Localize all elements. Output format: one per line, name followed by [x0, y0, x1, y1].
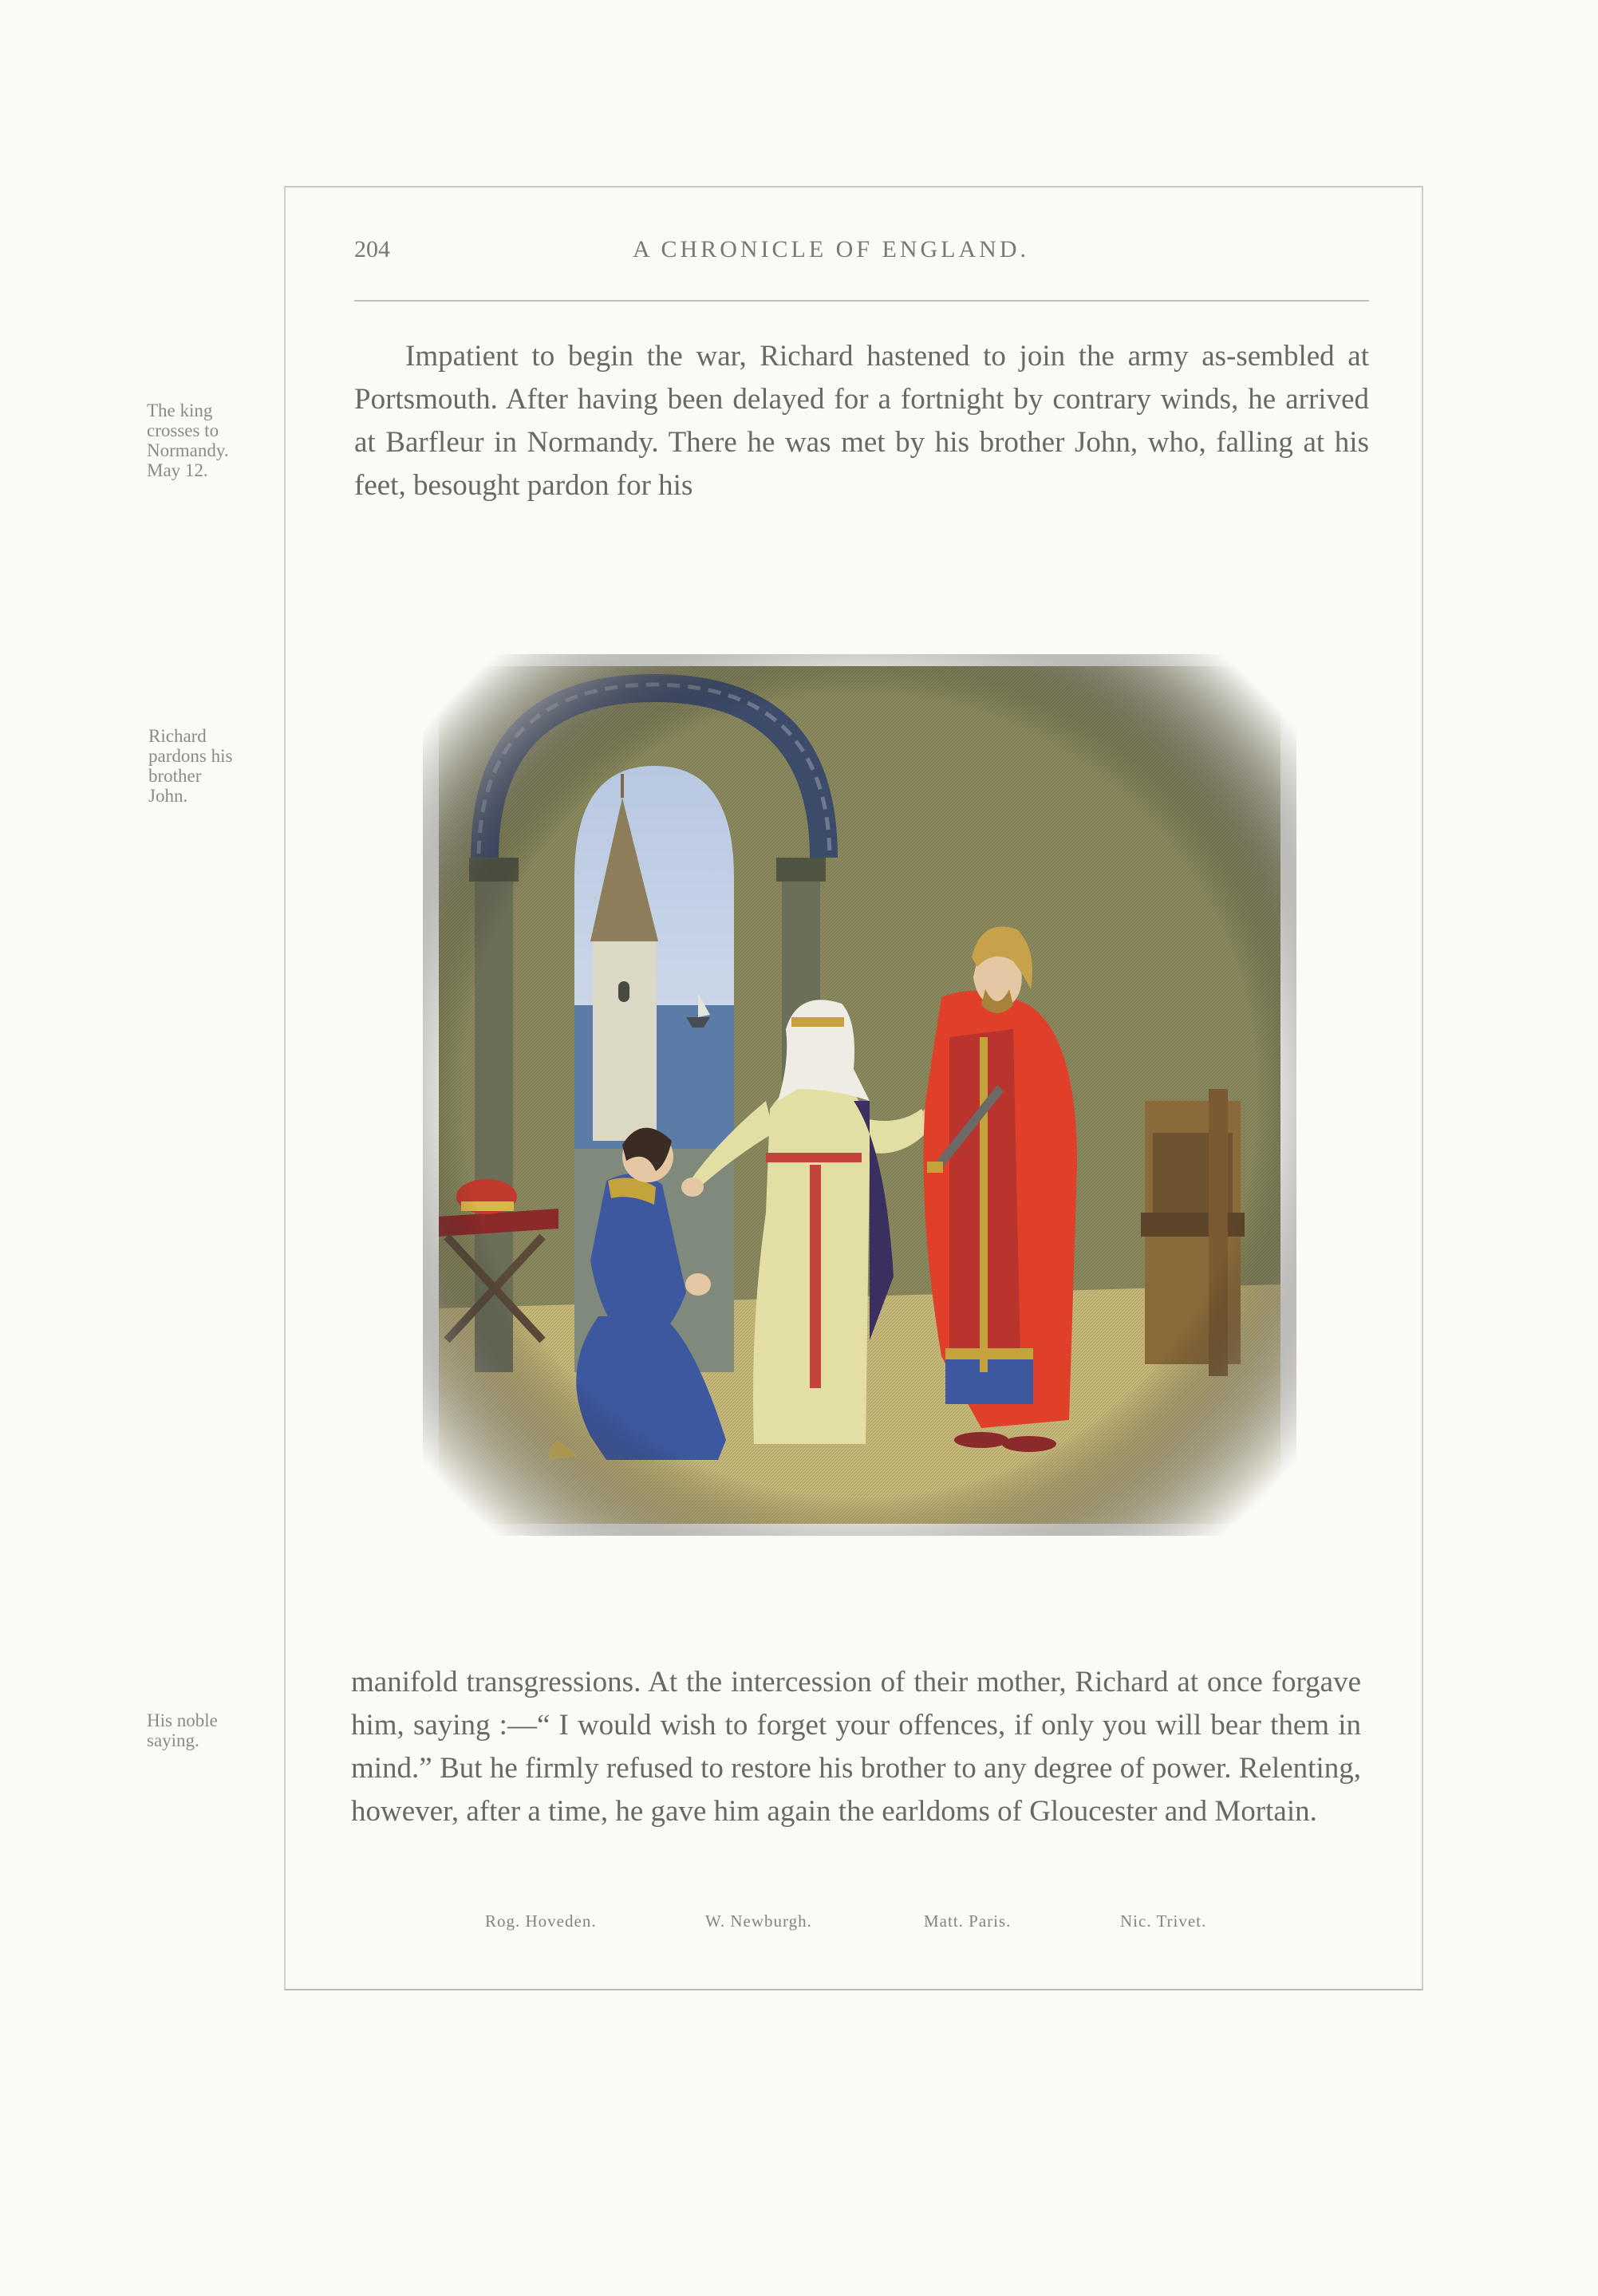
source-citations: [0, 1911, 1598, 1939]
margin-note-line: pardons his: [148, 746, 233, 766]
illustration-richard-pardons-john: [423, 654, 1296, 1536]
body-paragraph-bottom: manifold transgressions. At the intercession of their mother, Richard at once forgave him, saying :—“ I would wish to forget your offences, if only you will bear them in mind.” But he firmly refused to restore his brother to any degree of power. Relenting, however, after a time, he gave him again the earldoms of Gloucester and Mortain.: [351, 1666, 1361, 1828]
body-paragraph-top: [354, 335, 1369, 507]
margin-note-line: brother: [148, 766, 202, 786]
page-number: 204: [354, 236, 390, 262]
margin-note-noble-saying: [147, 1710, 266, 1750]
margin-note-line: The king: [147, 400, 213, 420]
source-citation: W. Newburgh.: [705, 1911, 812, 1931]
margin-note-line: Normandy.: [147, 440, 229, 460]
header-rule: [354, 300, 1369, 302]
margin-note-richard-pardons: [148, 726, 268, 806]
margin-note-line: His noble: [147, 1710, 218, 1730]
running-title: A CHRONICLE OF ENGLAND.: [633, 236, 1029, 262]
source-citation: Rog. Hoveden.: [485, 1911, 597, 1931]
illustration-svg: [423, 654, 1296, 1536]
body-paragraph-top-text: Impatient to begin the war, Richard hastened to join the army as-sembled at Portsmouth. After having been delayed for a fortnight by contrary winds, he arrived at Barfleur in Normandy. There he was met by his brother John, who, falling at his feet, besought pardon for his: [354, 340, 1369, 502]
margin-note-line: Richard: [148, 726, 207, 746]
margin-note-king-crosses: [147, 400, 266, 480]
margin-note-line: saying.: [147, 1730, 199, 1750]
margin-note-line: crosses to: [147, 420, 219, 440]
margin-note-line: May 12.: [147, 460, 208, 480]
source-citation: Nic. Trivet.: [1120, 1911, 1207, 1931]
source-citation: Matt. Paris.: [924, 1911, 1012, 1931]
margin-note-line: John.: [148, 786, 188, 806]
